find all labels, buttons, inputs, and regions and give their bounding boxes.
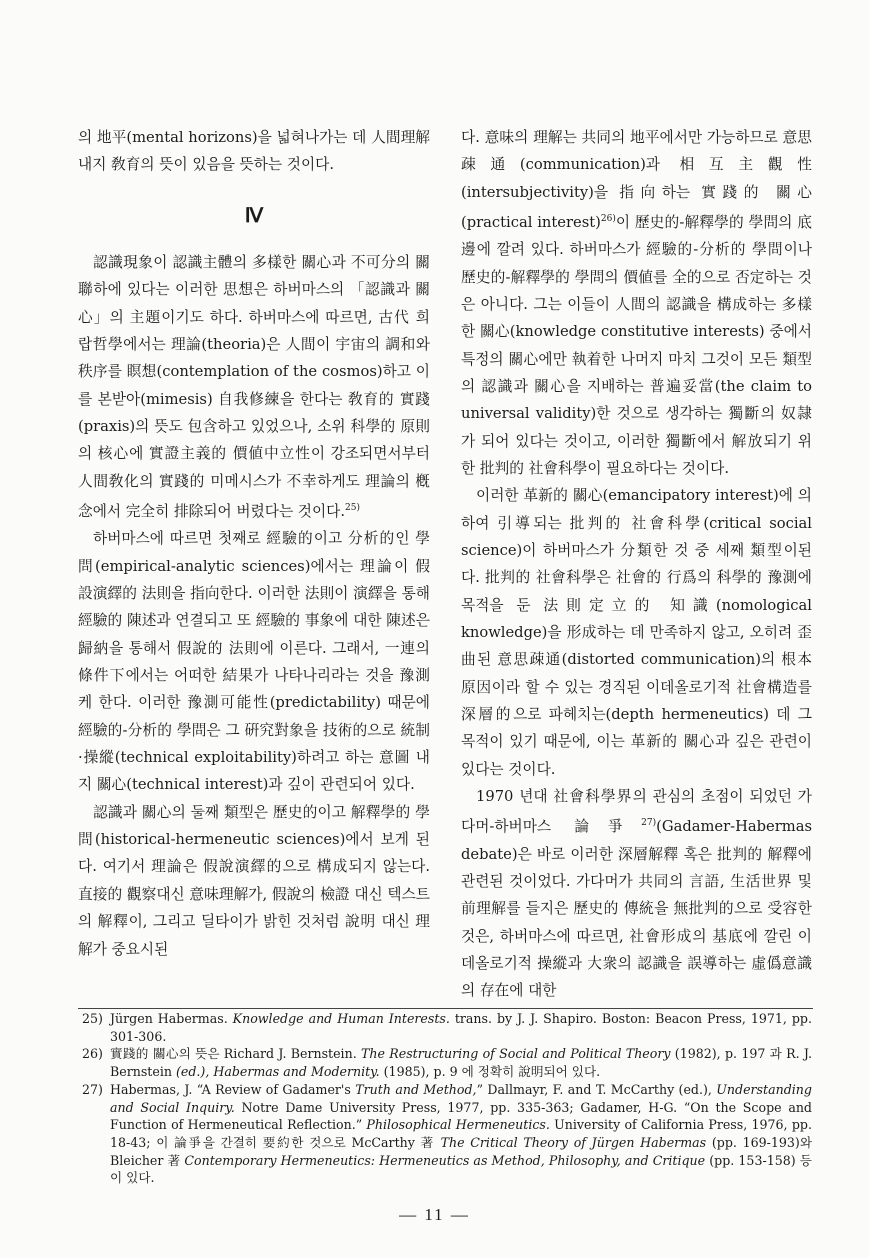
footnotes (82, 1010, 812, 1187)
footnote-segment: trans. by J. J. Shapiro. Boston: Beacon Press, 1971, pp. 301-306. (110, 1011, 812, 1044)
footnote-title: The Critical Theory of Jürgen Habermas (440, 1134, 707, 1150)
right-paragraph-3 (461, 783, 812, 1005)
left-paragraph-2 (78, 249, 430, 525)
footnote-segment: Jürgen Habermas. (110, 1011, 228, 1026)
footnote-title: Truth and Method, (355, 1081, 477, 1097)
footnote-segment: Habermas, J. “A Review of Gadamer's (110, 1081, 351, 1097)
left-paragraph-3: 하버마스에 따르면 첫째로 經驗的이고 分析的인 學問(empirical-analytic sciences)에서는 理論이 假設演繹的 法則을 指向한다. 이러한 法則이 演繹을 통해 經驗的 陳述과 연결되고 또 經驗的 事象에 대한 陳述은 歸納을 통해서 假說的 法則에 이른다. 그래서, 一連의 條件下에서는 어떠한 結果가 나타나리라는 것을 豫測케 한다. 이러한 豫測可能性(predictability) 때문에 經驗的-分析的 學問은 그 硏究對象을 技術的으로 統制·操縱(technical exploitability)하려고 하는 意圖 내지 關心(technical interest)과 깊이 관련되어 있다. (78, 530, 430, 794)
footnote-text (110, 1045, 812, 1080)
footnote-number: 25) (82, 1011, 103, 1026)
footnote-26 (82, 1045, 812, 1080)
right-paragraph-1a: 다. 意味의 理解는 共同의 地平에서만 가능하므로 意思疎通(communication)과 相互主觀性(intersubjectivity)을 指向하는 實踐的 關心(practical interest) (461, 129, 812, 231)
footnote-segment: (pp. 169-193)와 Bleicher 著 (110, 1134, 812, 1168)
footnote-title: (ed.), Habermas and Modernity. (175, 1064, 380, 1080)
footnote-segment: ” Dallmayr, F. and T. McCarthy (ed.), (476, 1081, 712, 1097)
footnote-number: 26) (82, 1046, 103, 1062)
footnote-segment: 實踐的 關心의 뜻은 Richard J. Bernstein. (110, 1046, 357, 1062)
footnote-text (110, 1081, 812, 1187)
footnote-segment: (1985), p. 9 에 정확히 說明되어 있다. (383, 1064, 601, 1080)
footnote-27 (82, 1081, 812, 1187)
footnote-divider (78, 1008, 813, 1009)
footnote-25 (82, 1010, 812, 1045)
right-paragraph-3a: 1970 년대 社會科學界의 관심의 초점이 되었던 가다머-하버마스 論爭 (461, 788, 812, 836)
right-paragraph-2: 이러한 革新的 關心(emancipatory interest)에 의하여 引導되는 批判的 社會科學(critical social science)이 하버마스가 分類한 것 중 세째 類型이된다. 批判的 社會科學은 社會的 行爲의 科學的 豫測에 목적을 둔 法則定立的 知識(nomological knowledge)을 形成하는 데 만족하지 않고, 오히려 歪曲된 意思疎通(distorted communication)의 根本原因이라 할 수 있는 경직된 이데올로기적 社會構造를 深層的으로 파헤치는(depth hermeneutics) 데 그 목적이 있기 때문에, 이는 革新的 關心과 깊은 관련이 있다는 것이다. (461, 487, 812, 778)
footnote-title: The Restructuring of Social and Political Theory (361, 1046, 671, 1062)
footnote-title: Philosophical Hermeneutics. (366, 1117, 550, 1133)
footnote-ref-25: 25) (345, 503, 361, 514)
footnote-segment: Notre Dame University Press, 1977, pp. 335-363; Gadamer, H-G. “On the Scope and Function of Hermeneutical Reflection.” (110, 1099, 812, 1133)
footnote-title: Understanding and Social Inquiry. (110, 1081, 812, 1115)
footnote-text (110, 1010, 812, 1045)
left-column (78, 124, 430, 963)
footnote-title: Knowledge and Human Interests. (232, 1011, 450, 1026)
right-paragraph-1 (461, 124, 812, 482)
footnote-ref-26: 26) (600, 214, 616, 225)
left-paragraph-4: 認識과 關心의 둘째 類型은 歷史的이고 解釋學的 學問(historical-hermeneutic sciences)에서 보게 된다. 여기서 理論은 假說演繹的으로 構成되지 않는다. 直接的 觀察대신 意味理解가, 假說의 檢證 대신 텍스트의 解釋이, 그리고 딜타이가 밝힌 것처럼 說明 대신 理解가 중요시된 (78, 803, 430, 958)
right-column (461, 124, 812, 1005)
right-paragraph-1b: 이 歷史的-解釋學的 學問의 底邊에 깔려 있다. 하버마스가 經驗的-分析的 學問이나 歷史的-解釋學的 學問의 價値를 全的으로 否定하는 것은 아니다. 그는 이들이 人間의 認識을 構成하는 多樣한 關心(knowledge constitutive interests) 중에서 특정의 關心에만 執着한 나머지 마치 그것이 모든 類型의 認識과 關心을 지배하는 普遍妥當(the claim to universal validity)한 것으로 생각하는 獨斷의 奴隷가 되어 있다는 것이고, 이러한 獨斷에서 解放되기 위한 批判的 社會科學이 필요하다는 것이다. (461, 213, 812, 478)
page-number: — 11 — (399, 1205, 470, 1224)
footnote-segment: (pp. 153-158) 등이 있다. (110, 1152, 812, 1186)
footnote-number: 27) (82, 1081, 103, 1097)
footnote-title: Contemporary Hermeneutics: Hermeneutics as Method, Philosophy, and Critique (184, 1152, 706, 1168)
section-heading: Ⅳ (244, 204, 264, 227)
footnote-segment: (1982), p. 197 과 R. J. Bernstein (110, 1046, 812, 1080)
footnote-ref-27: 27) (641, 818, 657, 829)
left-paragraph-1: 의 地平(mental horizons)을 넓혀나가는 데 人間理解 내지 敎育의 뜻이 있음을 뜻하는 것이다. (78, 129, 430, 174)
footnote-segment: University of California Press, 1976, pp. 18-43; 이 論爭을 간결히 要約한 것으로 McCarthy 著 (110, 1117, 812, 1150)
left-paragraph-2-text: 認識現象이 認識主體의 多樣한 關心과 不可分의 關聯하에 있다는 이러한 思想은 하버마스의 「認識과 關心」의 主題이기도 하다. 하버마스에 따르면, 古代 희랍哲學에서는 理論(theoria)은 人間이 宇宙의 調和와 秩序를 瞑想(contemplation of the cosmos)하고 이를 본받아(mimesis) 自我修練을 한다는 敎育的 實踐(praxis)의 뜻도 包含하고 있었으나, 소위 科學的 原則의 核心에 實證主義的 價値中立性이 강조되면서부터 人間敎化의 實踐的 미메시스가 不幸하게도 理論의 槪念에서 完全히 排除되어 버렸다는 것이다. (78, 254, 430, 521)
right-paragraph-3b: (Gadamer-Habermas debate)은 바로 이러한 深層解釋 혹은 批判的 解釋에 관련된 것이었다. 가다머가 共同의 言語, 生活世界 및 前理解를 들지은 歷史的 傳統을 無批判的으로 受容한 것은, 하버마스에 따르면, 社會形成의 基底에 깔린 이데올로기적 操縱과 大衆의 認識을 誤導하는 虛僞意識의 存在에 대한 (461, 818, 812, 1000)
